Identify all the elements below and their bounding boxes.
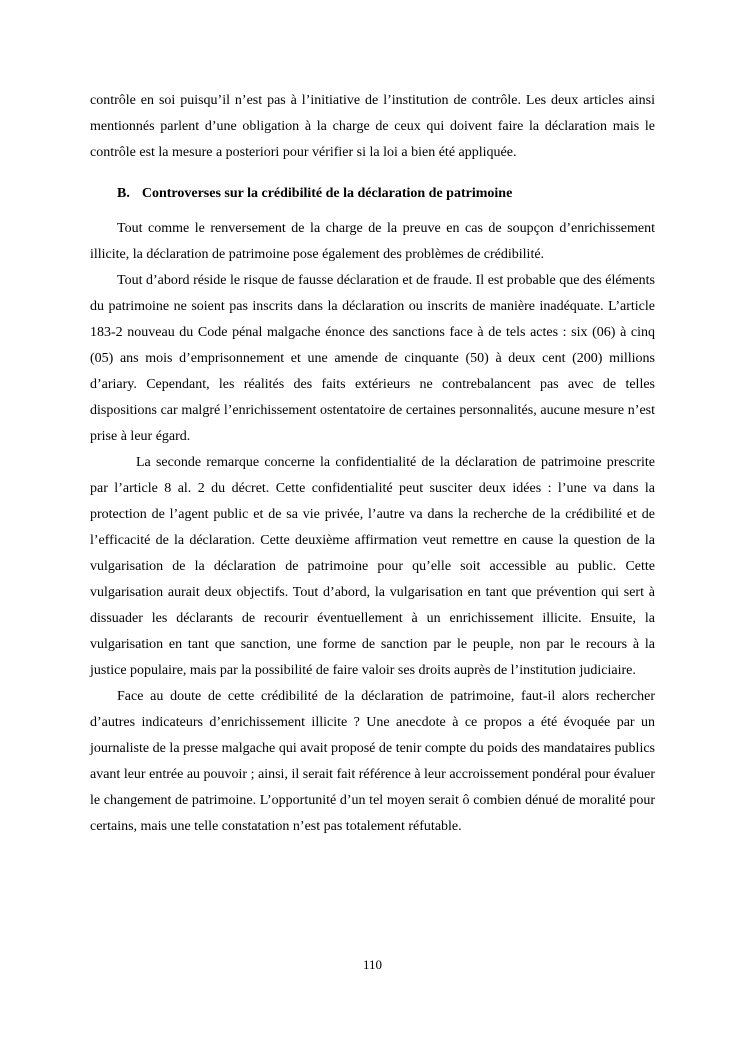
section-heading-label: B. bbox=[117, 186, 130, 201]
paragraph-fraud-risk: Tout d’abord réside le risque de fausse déclaration et de fraude. Il est probable que des éléments du patrimoine ne soient pas inscrits dans la déclaration ou inscrits de manière inadéquate. L’article 183-2 nouveau du Code pénal malgache énonce des sanctions face à de tels actes : six (06) à cinq (05) ans mois d’emprisonnement et une amende de cinquante (50) à deux cent (200) millions d’ariary. Cependant, les réalités des faits extérieurs ne contrebalancent pas avec de telles dispositions car malgré l’enrichissement ostentatoire de certaines personnalités, aucune mesure n’est prise à leur égard. bbox=[90, 273, 655, 444]
page-number: 110 bbox=[362, 957, 383, 972]
section-heading bbox=[117, 181, 655, 207]
paragraph-confidentiality: La seconde remarque concerne la confidentialité de la déclaration de patrimoine prescrite par l’article 8 al. 2 du décret. Cette confidentialité peut susciter deux idées : l’une va dans la protection de l’agent public et de sa vie privée, l’autre va dans la recherche de la crédibilité et de l’efficacité de la déclaration. Cette deuxième affirmation veut remettre en cause la question de la vulgarisation de la déclaration de patrimoine pour qu’elle soit accessible au public. Cette vulgarisation aurait deux objectifs. Tout d’abord, la vulgarisation en tant que prévention qui sert à dissuader les déclarants de recourir éventuellement à un enrichissement illicite. Ensuite, la vulgarisation en tant que sanction, une forme de sanction par le peuple, non par le recours à la justice populaire, mais par la possibilité de faire valoir ses droits auprès de l’institution judiciaire. bbox=[90, 455, 655, 678]
page-content bbox=[90, 88, 655, 840]
section-heading-text: Controverses sur la crédibilité de la déclaration de patrimoine bbox=[141, 186, 513, 201]
paragraph-credibility-intro: Tout comme le renversement de la charge de la preuve en cas de soupçon d’enrichissement illicite, la déclaration de patrimoine pose également des problèmes de crédibilité. bbox=[90, 221, 655, 262]
paragraph-intro: contrôle en soi puisqu’il n’est pas à l’initiative de l’institution de contrôle. Les deux articles ainsi mentionnés parlent d’une obligation à la charge de ceux qui doivent faire la déclaration mais le contrôle est la mesure a posteriori pour vérifier si la loi a bien été appliquée. bbox=[90, 93, 655, 160]
paragraph-other-indicators: Face au doute de cette crédibilité de la déclaration de patrimoine, faut-il alors rechercher d’autres indicateurs d’enrichissement illicite ? Une anecdote à ce propos a été évoquée par un journaliste de la presse malgache qui avait proposé de tenir compte du poids des mandataires publics avant leur entrée au pouvoir ; ainsi, il serait fait référence à leur accroissement pondéral pour évaluer le changement de patrimoine. L’opportunité d’un tel moyen serait ô combien dénué de moralité pour certains, mais une telle constatation n’est pas totalement réfutable. bbox=[90, 689, 655, 834]
